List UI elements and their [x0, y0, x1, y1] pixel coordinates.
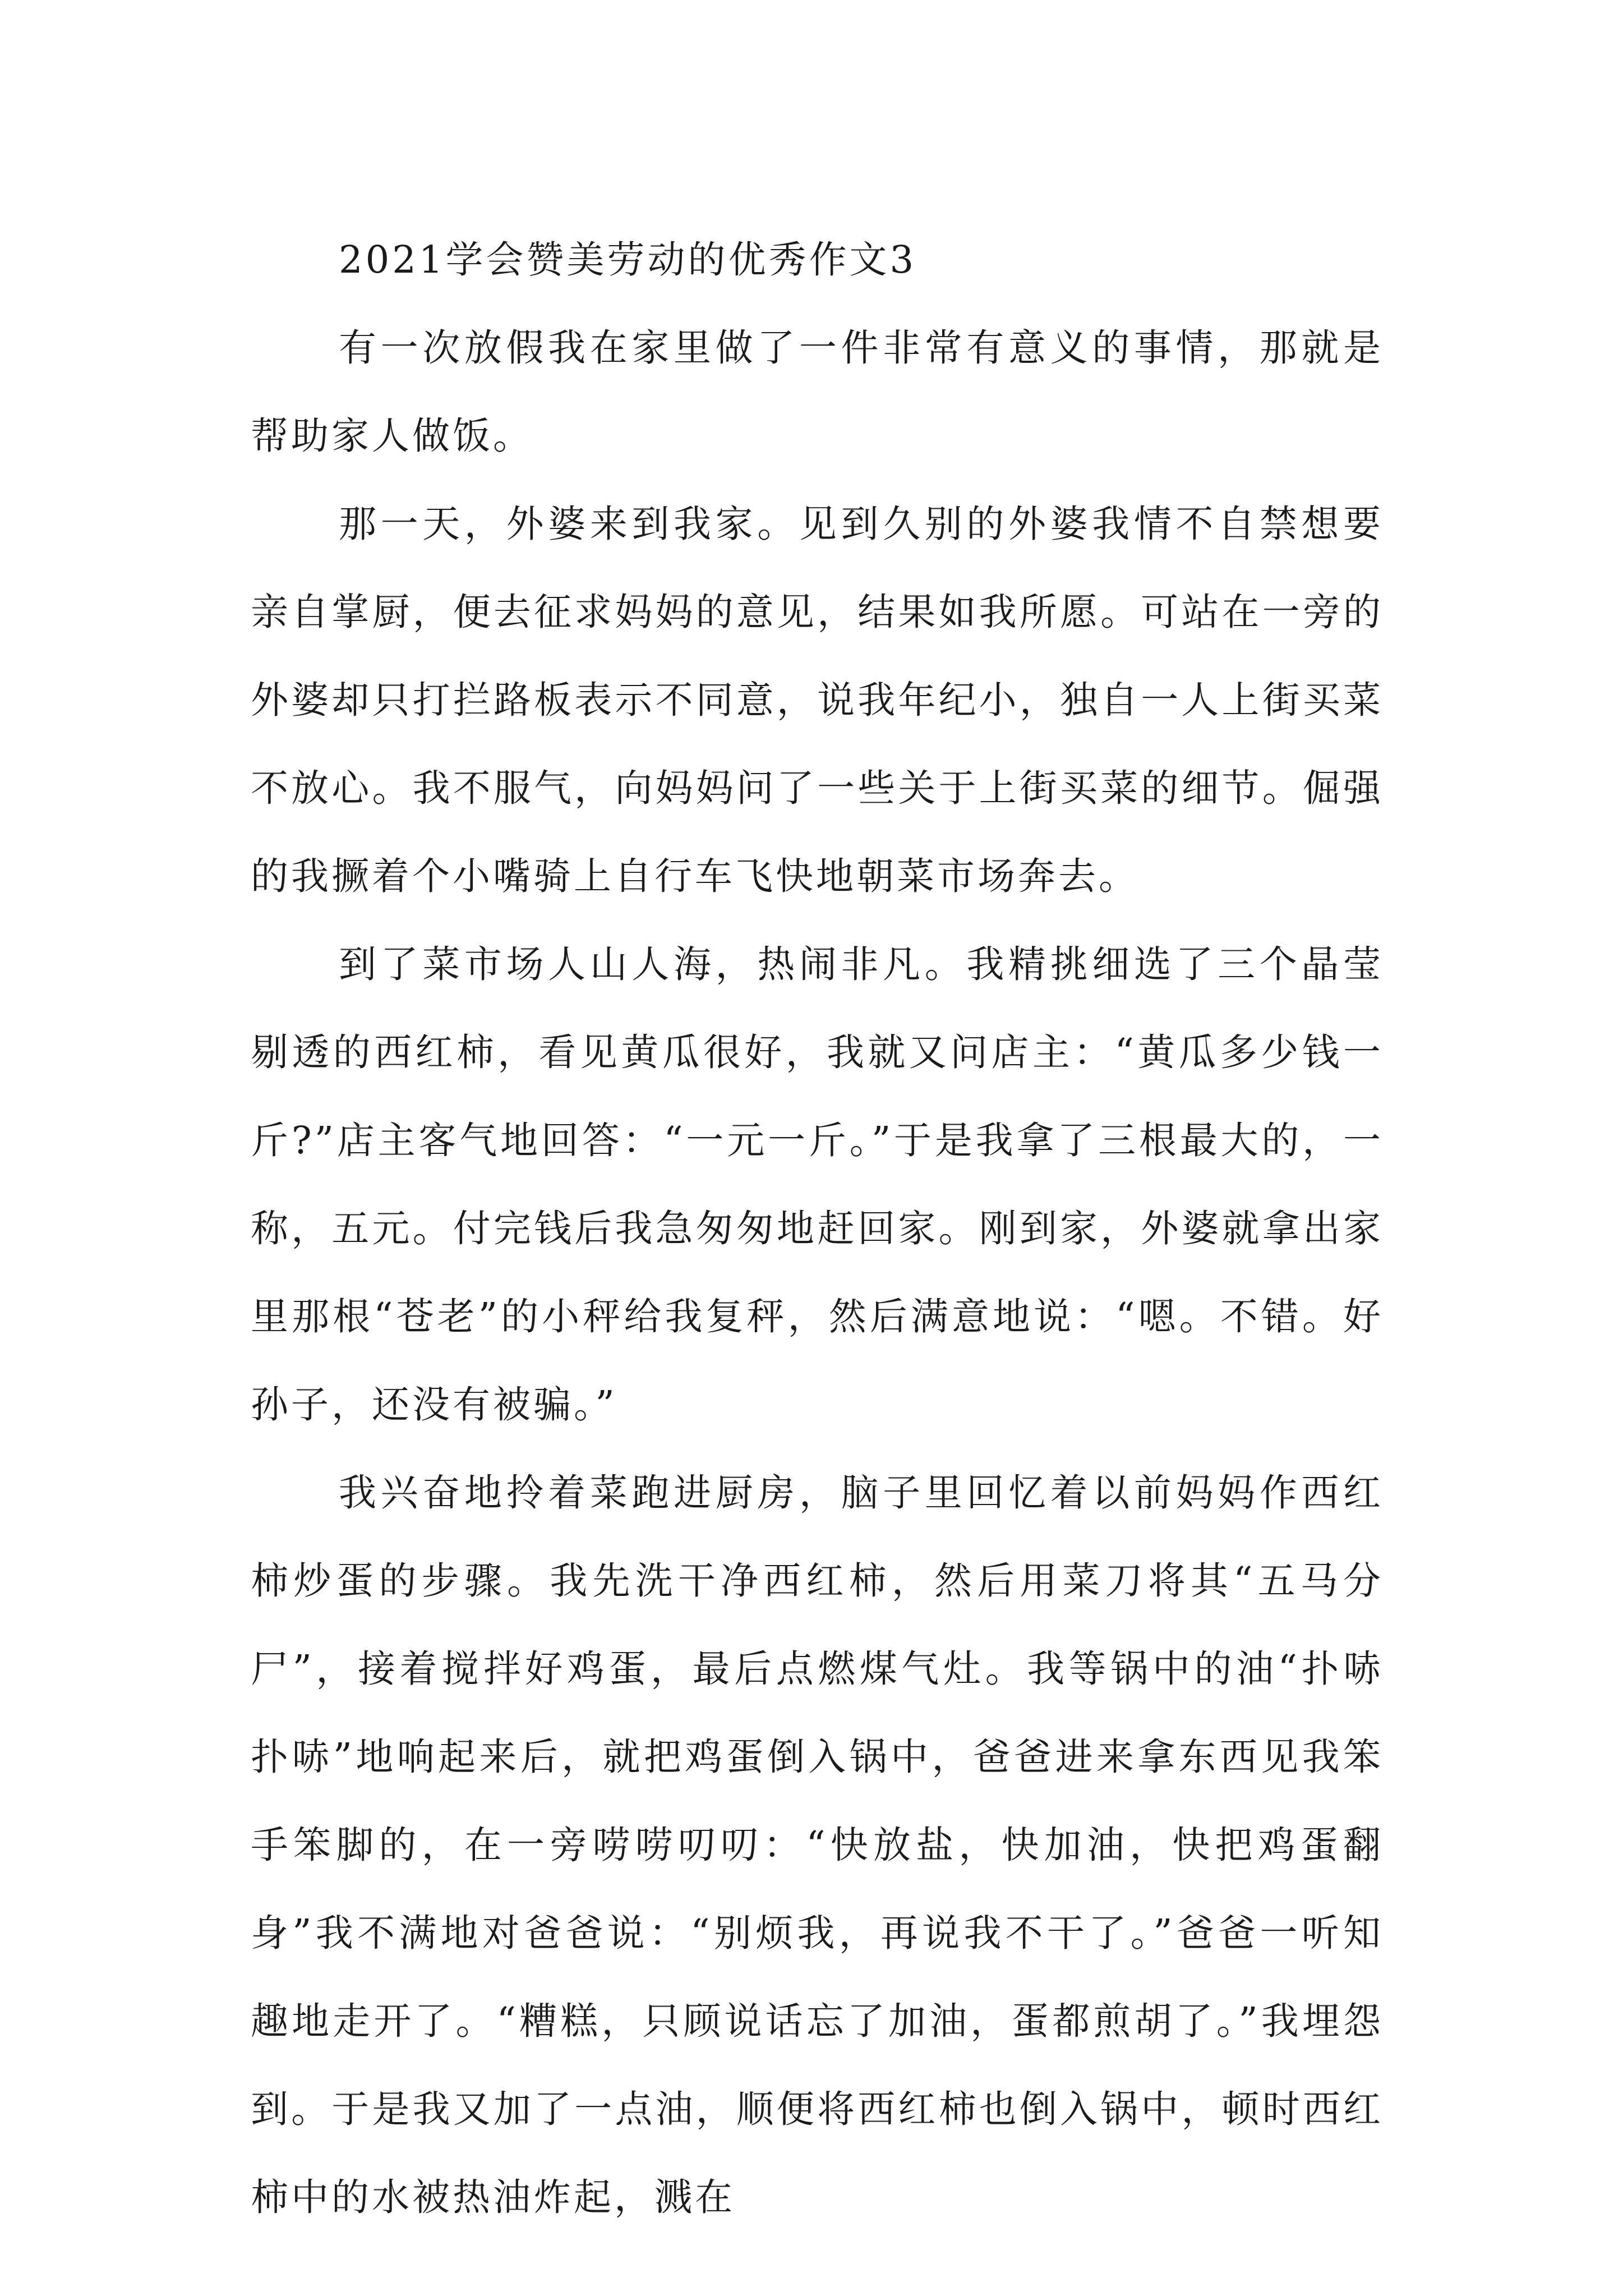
- paragraph-4: 我兴奋地拎着菜跑进厨房，脑子里回忆着以前妈妈作西红柿炒蛋的步骤。我先洗干净西红柿，然后用菜刀将其“五马分尸”，接着搅拌好鸡蛋，最后点燃煤气灶。我等锅中的油“扑哧扑哧”地响起来后，就把鸡蛋倒入锅中，爸爸进来拿东西见我笨手笨脚的，在一旁唠唠叨叨：“快放盐，快加油，快把鸡蛋翻身”我不满地对爸爸说：“别烦我，再说我不干了。”爸爸一听知趣地走开了。“糟糕，只顾说话忘了加油，蛋都煎胡了。”我埋怨到。于是我又加了一点油，顺便将西红柿也倒入锅中，顿时西红柿中的水被热油炸起，溅在: [251, 1471, 1384, 2219]
- document-body: [251, 216, 1384, 2242]
- paragraph-3: 到了菜市场人山人海，热闹非凡。我精挑细选了三个晶莹剔透的西红柿，看见黄瓜很好，我就又问店主：“黄瓜多少钱一斤?”店主客气地回答：“一元一斤。”于是我拿了三根最大的，一称，五元。付完钱后我急匆匆地赶回家。刚到家，外婆就拿出家里那根“苍老”的小秤给我复秤，然后满意地说：“嗯。不错。好孙子，还没有被骗。”: [251, 942, 1384, 1427]
- paragraph-1: 有一次放假我在家里做了一件非常有意义的事情，那就是帮助家人做饭。: [251, 326, 1384, 458]
- paragraph-2: 那一天，外婆来到我家。见到久别的外婆我情不自禁想要亲自掌厨，便去征求妈妈的意见，结果如我所愿。可站在一旁的外婆却只打拦路板表示不同意，说我年纪小，独自一人上街买菜不放心。我不服气，向妈妈问了一些关于上街买菜的细节。倔强的我撅着个小嘴骑上自行车飞快地朝菜市场奔去。: [251, 502, 1384, 898]
- document-title: 2021学会赞美劳动的优秀作文3: [339, 238, 917, 282]
